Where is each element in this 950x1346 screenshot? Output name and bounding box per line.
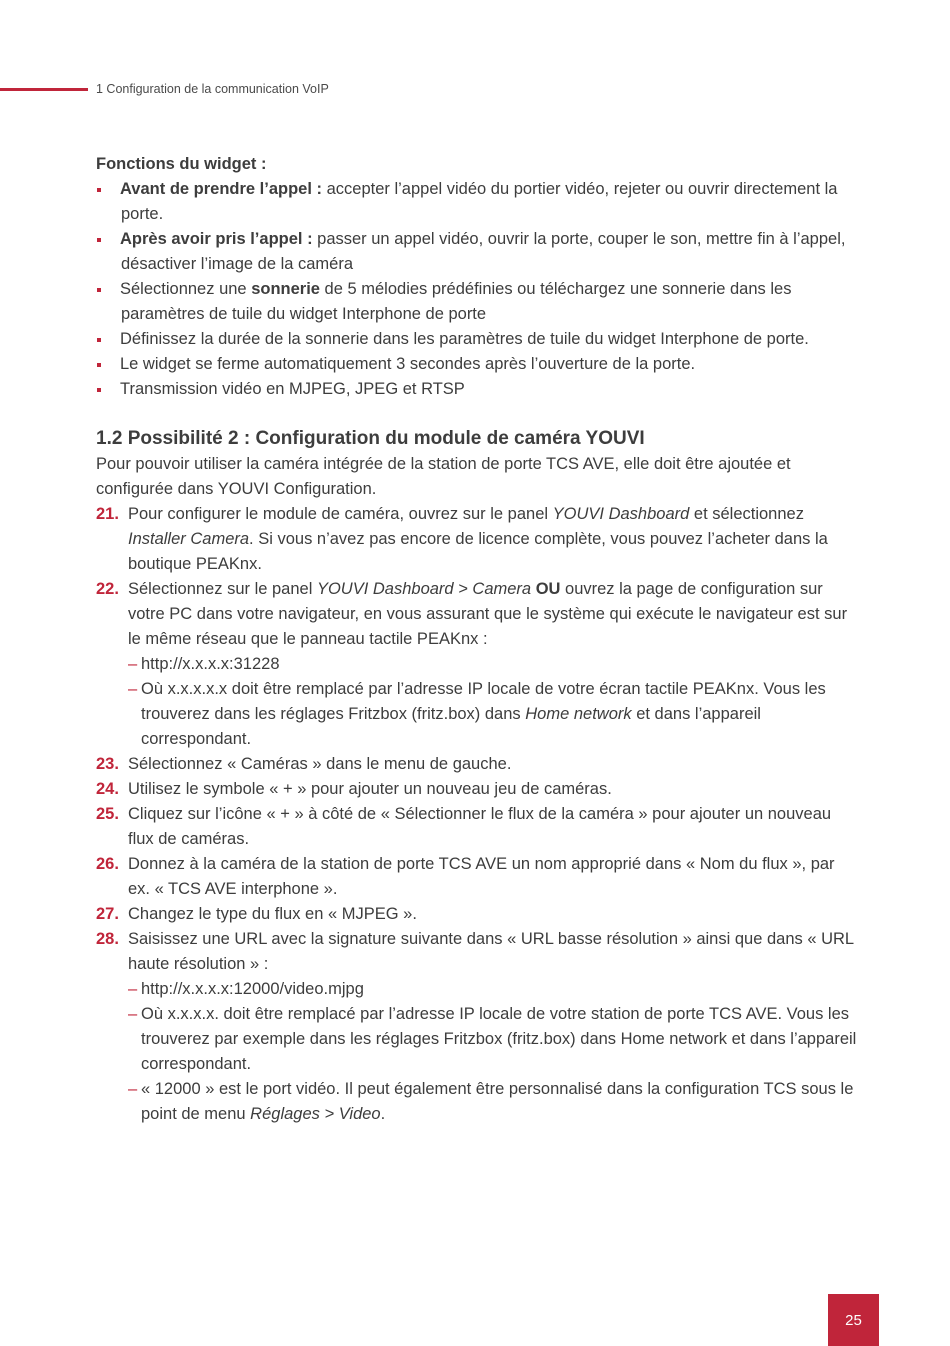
step-23 (96, 752, 858, 777)
step-22 (96, 577, 858, 752)
item-bold: Après avoir pris l’appel : (120, 230, 313, 248)
steps-list (96, 502, 858, 1127)
sub-italic: Réglages > Video (250, 1105, 381, 1123)
dash-marker: – (128, 1005, 138, 1023)
step-text: Donnez à la caméra de la station de porte TCS AVE un nom approprié dans « Nom du flux », par ex. « TCS AVE interphone ». (128, 855, 835, 898)
item-text: Transmission vidéo en MJPEG, JPEG et RTSP (120, 380, 465, 398)
step-text: Pour configurer le module de caméra, ouvrez sur le panel (128, 505, 553, 523)
sub-item (128, 977, 858, 1002)
step-21 (96, 502, 858, 577)
step-25 (96, 802, 858, 852)
step-text: . Si vous n’avez pas encore de licence complète, vous pouvez l’acheter dans la boutique PEAKnx. (128, 530, 828, 573)
list-item (96, 352, 858, 377)
step-text: Saisissez une URL avec la signature suivante dans « URL basse résolution » ainsi que dans « URL haute résolution » : (128, 930, 854, 973)
step-number: 23. (96, 755, 119, 773)
list-item (96, 277, 858, 327)
list-item (96, 177, 858, 227)
page-number: 25 (828, 1294, 879, 1346)
step-number: 24. (96, 780, 119, 798)
step-italic: Installer Camera (128, 530, 250, 548)
step-24 (96, 777, 858, 802)
item-text: Définissez la durée de la sonnerie dans les paramètres de tuile du widget Interphone de porte. (120, 330, 809, 348)
step-28-sublist (128, 977, 858, 1127)
sub-item (128, 1077, 858, 1127)
step-text: Cliquez sur l’icône « + » à côté de « Sélectionner le flux de la caméra » pour ajouter un nouveau flux de caméras. (128, 805, 832, 848)
list-item (96, 327, 858, 352)
page-content (96, 152, 858, 1127)
widget-functions-list (96, 177, 858, 402)
dash-marker: – (128, 655, 138, 673)
sub-text: . (380, 1105, 386, 1123)
sub-text: http://x.x.x.x:12000/video.mjpg (141, 980, 364, 998)
list-item (96, 227, 858, 277)
section-title: 1.2 Possibilité 2 : Configuration du module de caméra YOUVI (96, 428, 645, 449)
item-text: de 5 mélodies prédéfinies ou téléchargez une sonnerie dans les paramètres de tuile du widget Interphone de porte (121, 280, 792, 323)
sub-text: http://x.x.x.x:31228 (141, 655, 280, 673)
sub-item (128, 677, 858, 752)
running-header: 1 Configuration de la communication VoIP (96, 82, 329, 96)
step-text: Changez le type du flux en « MJPEG ». (128, 905, 417, 923)
sub-text: « 12000 » est le port vidéo. Il peut également être personnalisé dans la configuration TCS sous le point de menu (141, 1080, 854, 1123)
step-text: Utilisez le symbole « + » pour ajouter un nouveau jeu de caméras. (128, 780, 612, 798)
item-bold: sonnerie (251, 280, 320, 298)
step-text: ouvrez la page de configuration sur votre PC dans votre navigateur, en vous assurant que le système qui exécute le navigateur est sur le même réseau que le panneau tactile PEAKnx : (128, 580, 848, 648)
step-26 (96, 852, 858, 902)
step-number: 25. (96, 805, 119, 823)
sub-text: Où x.x.x.x.x doit être remplacé par l’adresse IP locale de votre écran tactile PEAKnx. Vous les trouverez dans les réglages Fritzbox (fritz.box) dans (141, 680, 826, 723)
step-text: et sélectionnez (689, 505, 804, 523)
sub-item (128, 1002, 858, 1077)
widget-functions-heading: Fonctions du widget : (96, 155, 267, 173)
step-28 (96, 927, 858, 1127)
step-number: 28. (96, 930, 119, 948)
dash-marker: – (128, 1080, 138, 1098)
step-number: 22. (96, 580, 119, 598)
dash-marker: – (128, 680, 138, 698)
dash-marker: – (128, 980, 138, 998)
step-27 (96, 902, 858, 927)
step-number: 26. (96, 855, 119, 873)
step-italic: YOUVI Dashboard > Camera (316, 580, 532, 598)
sub-text: et dans l’appareil correspondant. (141, 705, 761, 748)
sub-text: Où x.x.x.x. doit être remplacé par l’adresse IP locale de votre station de porte TCS AVE. Vous les trouverez par exemple dans les réglages Fritzbox (fritz.box) dans Home network et dans l’appareil correspondant. (141, 1005, 857, 1073)
step-22-sublist (128, 652, 858, 752)
list-item (96, 377, 858, 402)
step-number: 21. (96, 505, 119, 523)
item-text: accepter l’appel vidéo du portier vidéo, rejeter ou ouvrir directement la porte. (121, 180, 838, 223)
step-text: Sélectionnez sur le panel (128, 580, 317, 598)
step-text: Sélectionnez « Caméras » dans le menu de gauche. (128, 755, 512, 773)
item-text: passer un appel vidéo, ouvrir la porte, couper le son, mettre fin à l’appel, désactiver l’image de la caméra (121, 230, 846, 273)
sub-item (128, 652, 858, 677)
item-text: Le widget se ferme automatiquement 3 secondes après l’ouverture de la porte. (120, 355, 696, 373)
step-italic: YOUVI Dashboard (552, 505, 690, 523)
item-text: Sélectionnez une (120, 280, 252, 298)
step-bold: OU (535, 580, 561, 598)
item-bold: Avant de prendre l’appel : (120, 180, 323, 198)
section-intro: Pour pouvoir utiliser la caméra intégrée de la station de porte TCS AVE, elle doit être ajoutée et configurée dans YOUVI Configuration. (96, 455, 791, 498)
header-accent-rule (0, 88, 88, 91)
step-number: 27. (96, 905, 119, 923)
sub-italic: Home network (525, 705, 632, 723)
